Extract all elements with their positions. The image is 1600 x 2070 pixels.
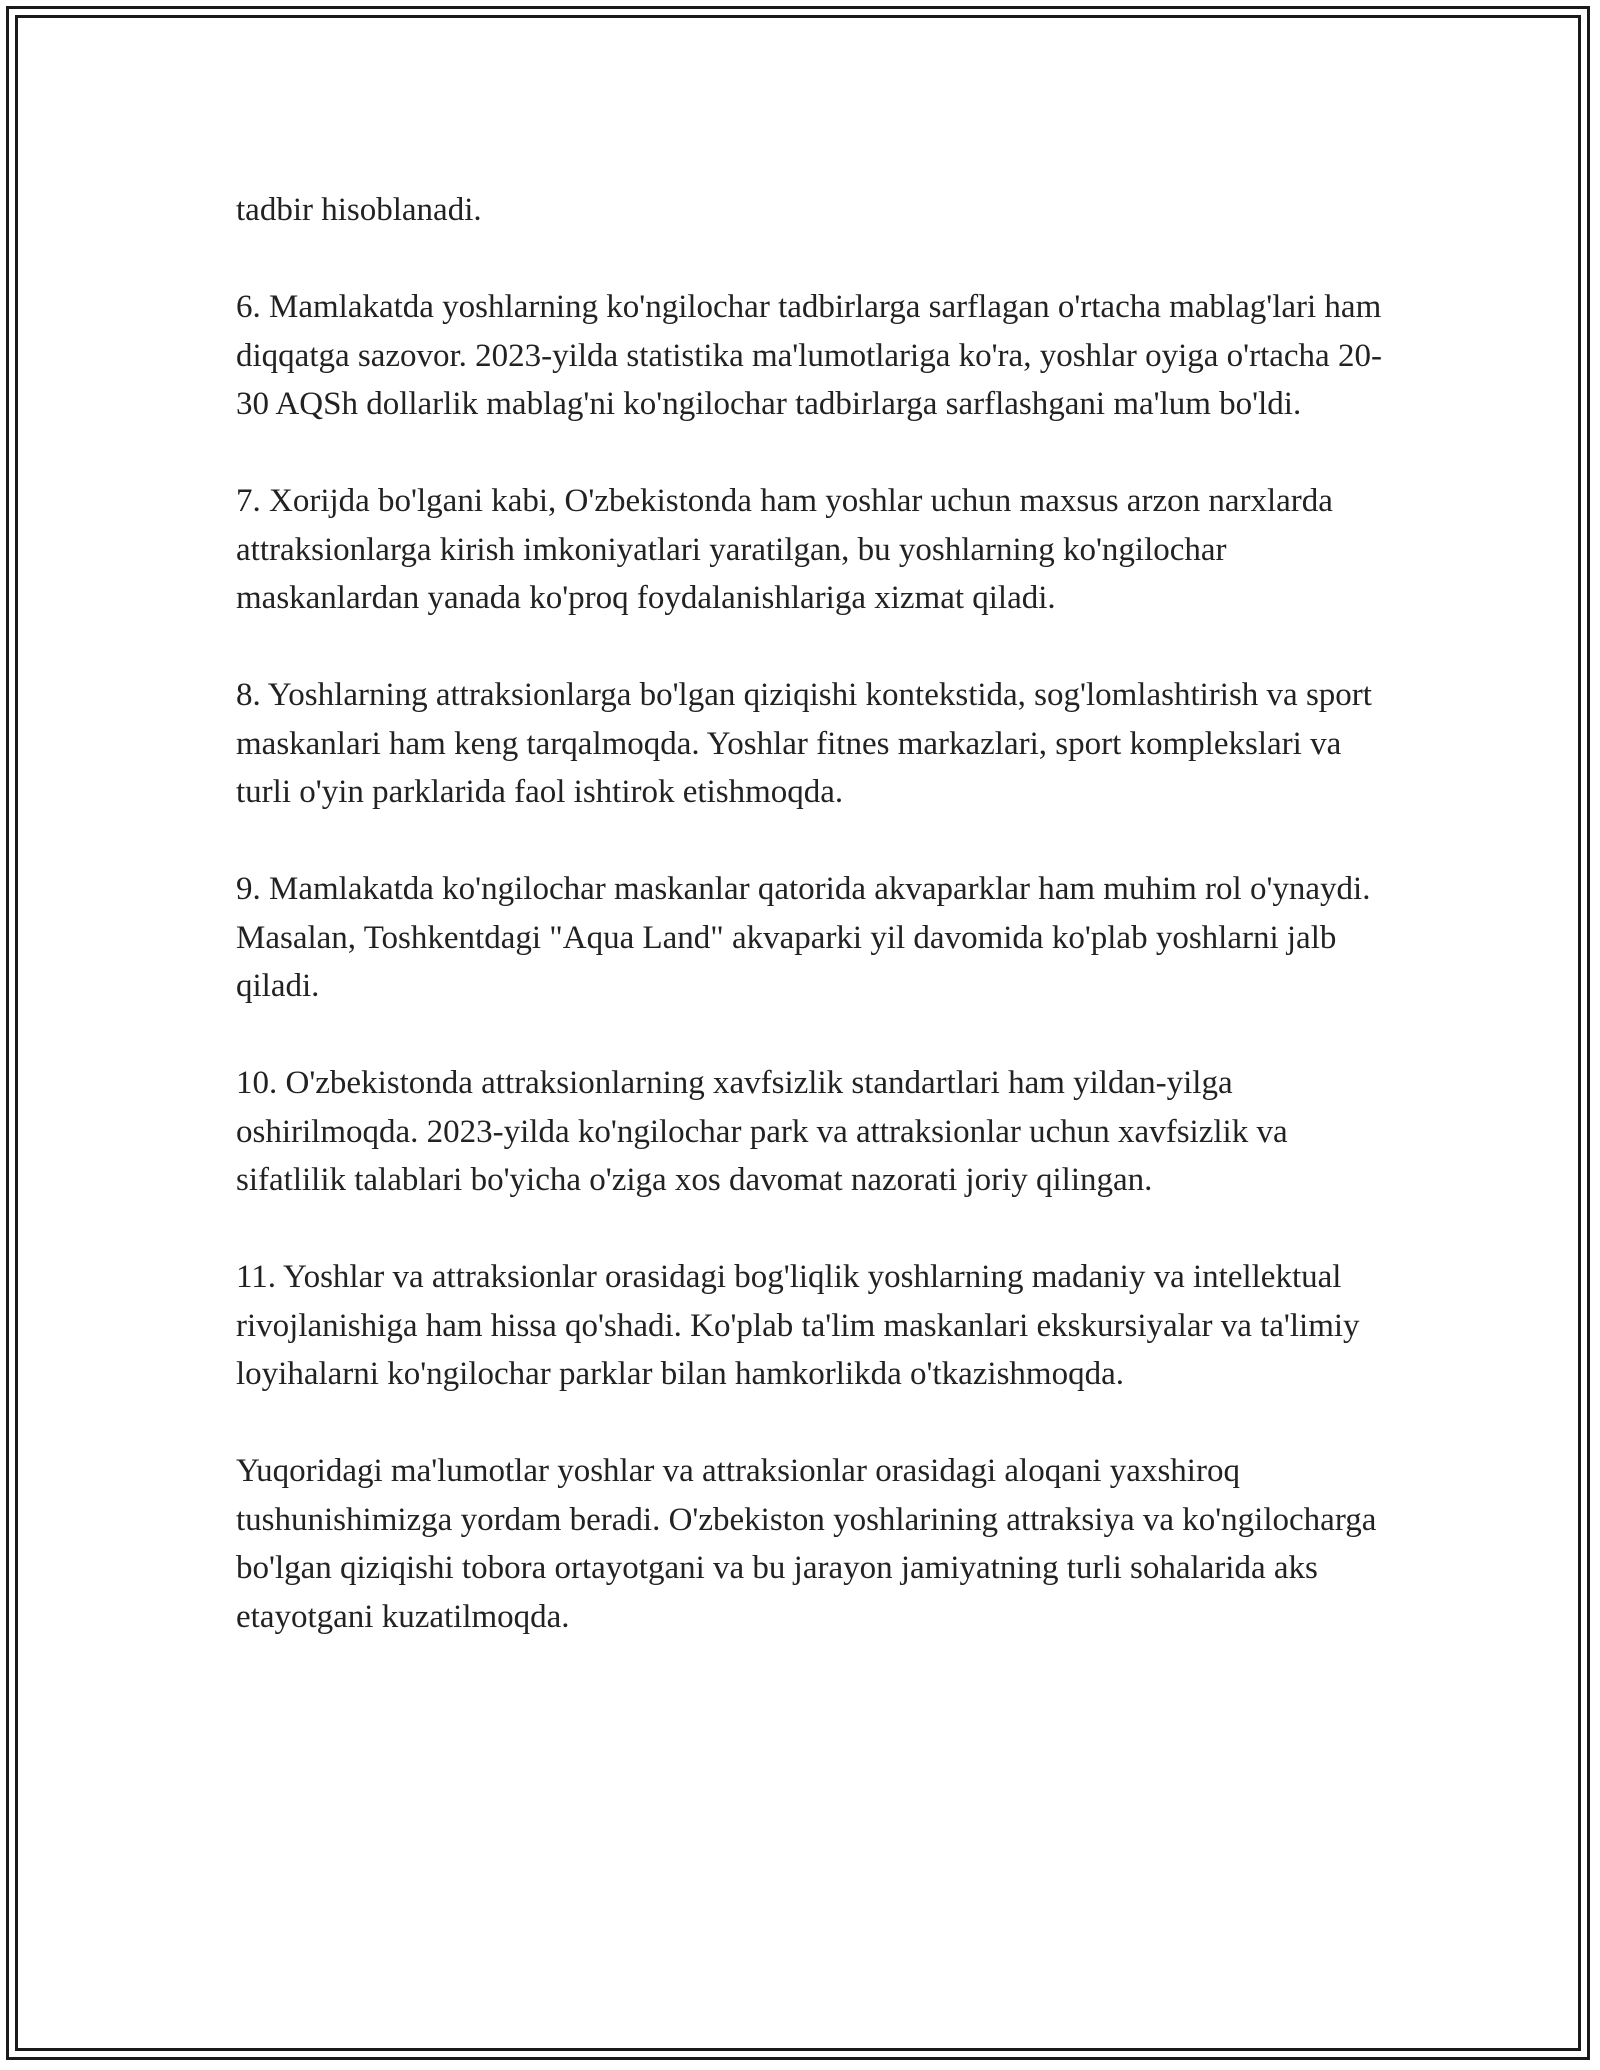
paragraph-item-10: 10. O'zbekistonda attraksionlarning xavfsizlik standartlari ham yildan-yilga oshirilmoqda. 2023-yilda ko'ngilochar park va attraksionlar uchun xavfsizlik va sifatlilik talablari bo'yicha o'ziga xos davomat nazorati joriy qilingan.	[236, 1065, 1288, 1198]
paragraph-item-9: 9. Mamlakatda ko'ngilochar maskanlar qatorida akvaparklar ham muhim rol o'ynaydi. Masalan, Toshkentdagi "Aqua Land" akvaparki yil davomida ko'plab yoshlarni jalb qiladi.	[236, 871, 1371, 1004]
paragraph-item-7: 7. Xorijda bo'lgani kabi, O'zbekistonda ham yoshlar uchun maxsus arzon narxlarda attraksionlarga kirish imkoniyatlari yaratilgan, bu yoshlarning ko'ngilochar maskanlardan yanada ko'proq foydalanishlariga xizmat qiladi.	[236, 483, 1333, 616]
document-body	[236, 186, 1386, 1690]
paragraph-item-11: 11. Yoshlar va attraksionlar orasidagi bog'liqlik yoshlarning madaniy va intellektual rivojlanishiga ham hissa qo'shadi. Ko'plab ta'lim maskanlari ekskursiyalar va ta'limiy loyihalarni ko'ngilochar parklar bilan hamkorlikda o'tkazishmoqda.	[236, 1259, 1360, 1392]
paragraph-item-6: 6. Mamlakatda yoshlarning ko'ngilochar tadbirlarga sarflagan o'rtacha mablag'lari ham diqqatga sazovor. 2023-yilda statistika ma'lumotlariga ko'ra, yoshlar oyiga o'rtacha 20-30 AQSh dollarlik mablag'ni ko'ngilochar tadbirlarga sarflashgani ma'lum bo'ldi.	[236, 289, 1382, 422]
paragraph-continuation: tadbir hisoblanadi.	[236, 192, 482, 228]
paragraph-item-8: 8. Yoshlarning attraksionlarga bo'lgan qiziqishi kontekstida, sog'lomlashtirish va sport maskanlari ham keng tarqalmoqda. Yoshlar fitnes markazlari, sport komplekslari va turli o'yin parklarida faol ishtirok etishmoqda.	[236, 677, 1372, 810]
paragraph-conclusion: Yuqoridagi ma'lumotlar yoshlar va attraksionlar orasidagi aloqani yaxshiroq tushunishimizga yordam beradi. O'zbekiston yoshlarining attraksiya va ko'ngilocharga bo'lgan qiziqishi tobora ortayotgani va bu jarayon jamiyatning turli sohalarida aks etayotgani kuzatilmoqda.	[236, 1453, 1377, 1635]
